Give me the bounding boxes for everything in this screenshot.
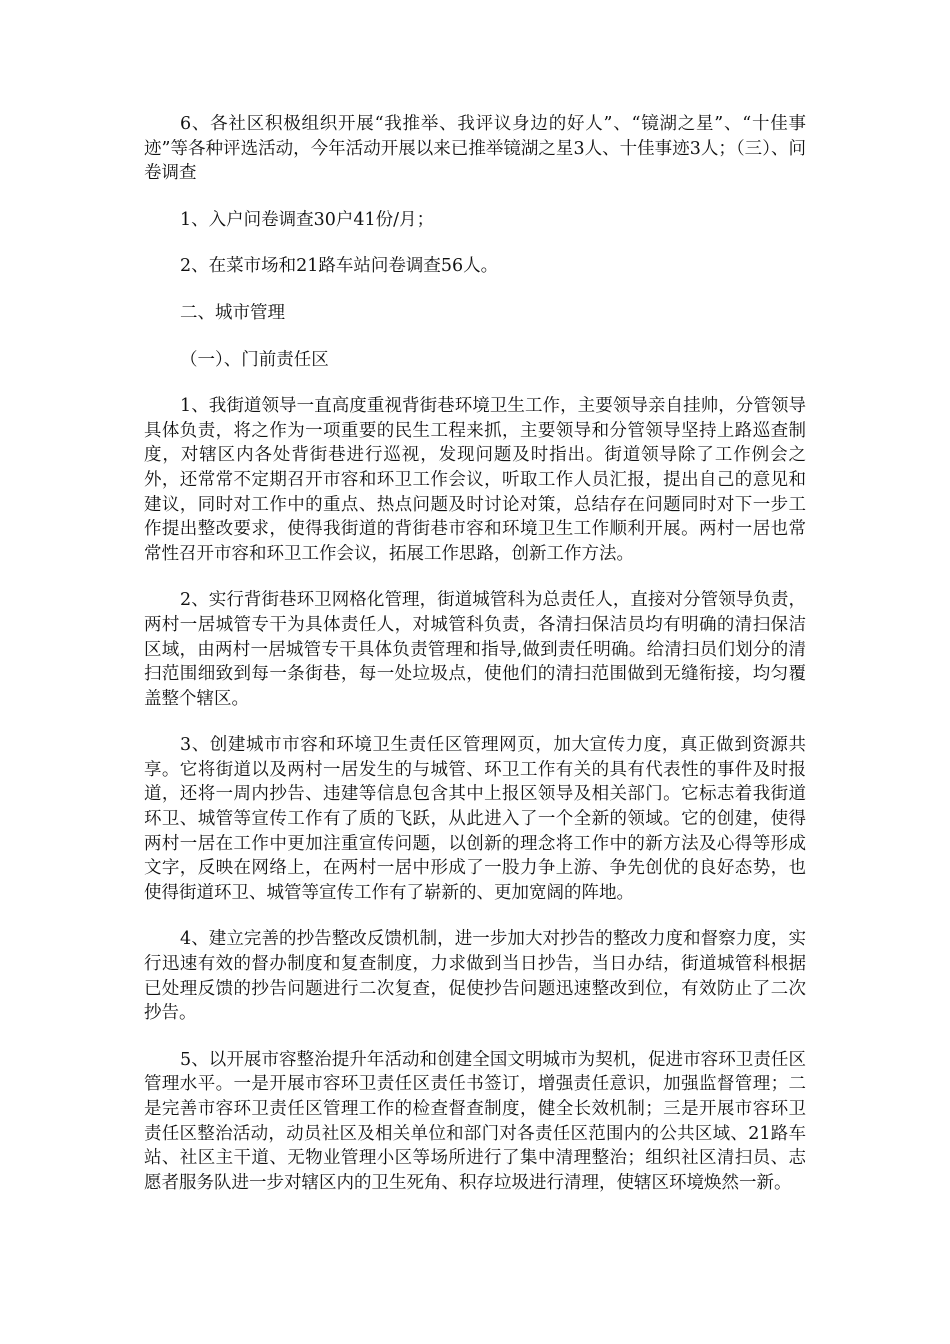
paragraph-webpage: 3、创建城市市容和环境卫生责任区管理网页，加大宣传力度，真正做到资源共享。它将街道以及两村一居发生的与城管、环卫工作有关的具有代表性的事件及时报道，还将一周内抄告、违建等信息包含其中上报区领导及相关部门。它标志着我街道环卫、城管等宣传工作有了质的飞跃，从此进入了一个全新的领域。它的创建，使得两村一居在工作中更加注重宣传问题，以创新的理念将工作中的新方法及心得等形成文字，反映在网络上，在两村一居中形成了一股力争上游、争先创优的良好态势，也使得街道环卫、城管等宣传工作有了崭新的、更加宽阔的阵地。	[144, 735, 806, 903]
document-page	[144, 112, 806, 1217]
paragraph-household-survey: 1、入户问卷调查30户41份/月；	[180, 209, 435, 230]
paragraph-market-survey: 2、在菜市场和21路车站问卷调查56人。	[180, 256, 499, 277]
paragraph-leadership: 1、我街道领导一直高度重视背街巷环境卫生工作，主要领导亲自挂帅，分管领导具体负责，将之作为一项重要的民生工程来抓，主要领导和分管领导坚持上路巡查制度，对辖区内各处背街巷进行巡视，发现问题及时指出。街道领导除了工作例会之外，还常常不定期召开市容和环卫工作会议，听取工作人员汇报，提出自己的意见和建议，同时对工作中的重点、热点问题及时讨论对策，总结存在问题同时对下一步工作提出整改要求，使得我街道的背街巷市容和环境卫生工作顺利开展。两村一居也常常性召开市容和环卫工作会议，拓展工作思路，创新工作方法。	[144, 396, 806, 564]
paragraph-grid-management: 2、实行背街巷环卫网格化管理，街道城管科为总责任人，直接对分管领导负责，两村一居城管专干为具体责任人，对城管科负责，各清扫保洁员均有明确的清扫保洁区域，由两村一居城管专干具体负责管理和指导,做到责任明确。给清扫员们划分的清扫范围细致到每一条街巷，每一处垃圾点，使他们的清扫范围做到无缝衔接，均匀覆盖整个辖区。	[144, 590, 806, 709]
paragraph-rectification: 5、以开展市容整治提升年活动和创建全国文明城市为契机，促进市容环卫责任区管理水平。一是开展市容环卫责任区责任书签订，增强责任意识，加强监督管理；二是完善市容环卫责任区管理工作的检查督查制度，健全长效机制；三是开展市容环卫责任区整治活动，动员社区及相关单位和部门对各责任区范围内的公共区域、21路车站、社区主干道、无物业管理小区等场所进行了集中清理整治；组织社区清扫员、志愿者服务队进一步对辖区内的卫生死角、积存垃圾进行清理，使辖区环境焕然一新。	[144, 1049, 806, 1193]
paragraph-evaluation-activities: 6、各社区积极组织开展“我推举、我评议身边的好人”、“镜湖之星”、“十佳事迹”等各种评选活动，今年活动开展以来已推举镜湖之星3人、十佳事迹3人；（三）、问卷调查	[144, 114, 806, 184]
section-heading-city-management: 二、城市管理	[180, 302, 285, 323]
subsection-heading-front-door-zone: （一）、门前责任区	[180, 349, 329, 370]
paragraph-feedback-mechanism: 4、建立完善的抄告整改反馈机制，进一步加大对抄告的整改力度和督察力度，实行迅速有效的督办制度和复查制度，力求做到当日抄告，当日办结，街道城管科根据已处理反馈的抄告问题进行二次复查，促使抄告问题迅速整改到位，有效防止了二次抄告。	[144, 929, 806, 1024]
